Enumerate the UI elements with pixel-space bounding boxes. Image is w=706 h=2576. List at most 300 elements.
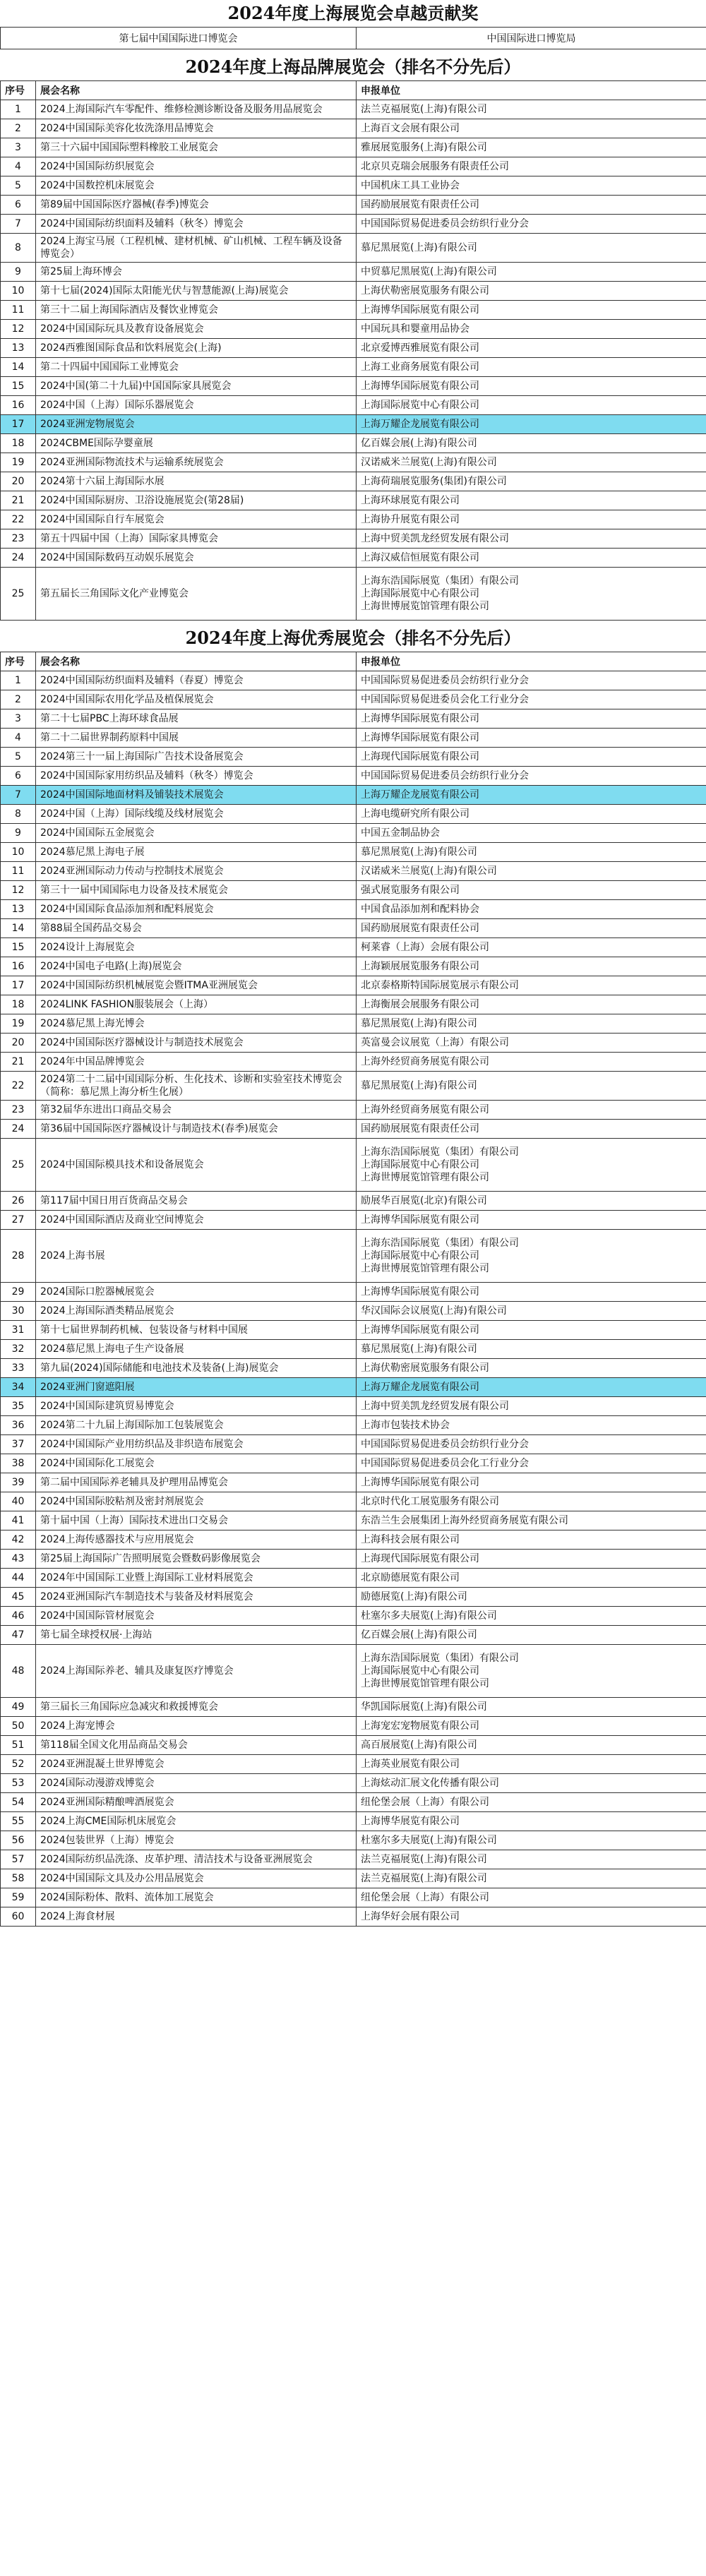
exhibition-name: 2024亚洲国际汽车制造技术与装备及材料展览会 (36, 1588, 357, 1607)
applicant-cell (357, 157, 706, 176)
applicant-name: 上海万耀企龙展览有限公司 (361, 789, 479, 801)
excellent-body (1, 671, 706, 1927)
applicant-name: 上海博华国际展览有限公司 (361, 713, 479, 724)
applicant-cell (357, 215, 706, 234)
applicant-cell (357, 472, 706, 491)
applicant-name: 国药励展展览有限责任公司 (361, 923, 479, 934)
applicant-name: 中贸慕尼黑展览(上海)有限公司 (361, 266, 497, 277)
applicant-cell (357, 119, 706, 138)
exhibition-name: 2024中国国际厨房、卫浴设施展览会(第28届) (36, 491, 357, 510)
row-number: 6 (1, 196, 36, 215)
applicant-cell (357, 1907, 706, 1927)
excellent-title: 2024年度上海优秀展览会（排名不分先后） (185, 628, 521, 648)
row-number: 10 (1, 843, 36, 862)
row-number: 38 (1, 1454, 36, 1473)
table-row (1, 1511, 706, 1530)
applicant-cell (357, 529, 706, 549)
applicant-cell (357, 1416, 706, 1435)
applicant-cell (357, 1717, 706, 1736)
row-number: 44 (1, 1569, 36, 1588)
applicant-cell (357, 1454, 706, 1473)
applicant-cell (357, 900, 706, 919)
exhibition-name: 2024中国国际家用纺织品及辅料（秋冬）博览会 (36, 767, 357, 786)
row-number: 14 (1, 919, 36, 938)
row-number: 50 (1, 1717, 36, 1736)
exhibition-name: 2024CBME国际孕婴童展 (36, 434, 357, 453)
applicant-name: 上海颖展展览服务有限公司 (361, 961, 479, 972)
row-number: 16 (1, 396, 36, 415)
row-number: 43 (1, 1550, 36, 1569)
applicant-cell (357, 1101, 706, 1120)
row-number: 40 (1, 1492, 36, 1511)
table-row (1, 1397, 706, 1416)
applicant-cell (357, 1378, 706, 1397)
applicant-name: 北京贝克瑞会展服务有限责任公司 (361, 161, 509, 172)
table-row (1, 1755, 706, 1774)
exhibition-name: 2024中国国际数码互动娱乐展览会 (36, 549, 357, 568)
exhibition-name: 第117届中国日用百货商品交易会 (36, 1192, 357, 1211)
applicant-name: 上海荷瑞展览服务(集团)有限公司 (361, 476, 507, 487)
row-number: 3 (1, 138, 36, 157)
row-number: 60 (1, 1907, 36, 1927)
applicant-cell (357, 957, 706, 976)
table-row (1, 995, 706, 1014)
applicant-name: 上海国际展览中心有限公司 (361, 1250, 479, 1262)
row-number: 24 (1, 1120, 36, 1139)
applicant-name: 东浩兰生会展集团上海外经贸商务展览有限公司 (361, 1515, 568, 1526)
row-number: 7 (1, 215, 36, 234)
applicant-name: 上海东浩国际展览（集团）有限公司 (361, 1653, 519, 1664)
applicant-name: 上海博华国际展览有限公司 (361, 1477, 479, 1488)
exhibition-name: 2024年中国国际工业暨上海国际工业材料展览会 (36, 1569, 357, 1588)
row-number: 5 (1, 748, 36, 767)
applicant-name: 上海百文会展有限公司 (361, 123, 460, 134)
applicant-cell (357, 1283, 706, 1302)
applicant-name: 慕尼黑展览(上海)有限公司 (361, 1343, 477, 1355)
exhibition-name: 第32届华东进出口商品交易会 (36, 1101, 357, 1120)
applicant-name: 华汉国际会议展览(上海)有限公司 (361, 1305, 507, 1317)
table-row (1, 1850, 706, 1869)
table-row (1, 1550, 706, 1569)
exhibition-name: 2024中国国际玩具及教育设备展览会 (36, 320, 357, 339)
applicant-name: 上海博华国际展览有限公司 (361, 304, 479, 316)
row-number: 21 (1, 1053, 36, 1072)
row-number: 9 (1, 824, 36, 843)
table-row (1, 472, 706, 491)
applicant-name: 上海外经贸商务展览有限公司 (361, 1104, 489, 1115)
applicant-name: 上海东浩国际展览（集团）有限公司 (361, 1146, 519, 1158)
applicant-name: 强式展览服务有限公司 (361, 885, 460, 896)
row-number: 20 (1, 1034, 36, 1053)
row-number: 12 (1, 320, 36, 339)
exhibition-name: 2024中国国际纺织展览会 (36, 157, 357, 176)
exhibition-name: 2024中国国际纺织机械展览会暨ITMA亚洲展览会 (36, 976, 357, 995)
applicant-name: 上海博华国际展览有限公司 (361, 381, 479, 392)
table-row (1, 339, 706, 358)
table-row (1, 1492, 706, 1511)
table-row (1, 862, 706, 881)
row-number: 57 (1, 1850, 36, 1869)
exhibition-name: 2024中国（上海）国际乐器展览会 (36, 396, 357, 415)
table-row (1, 900, 706, 919)
table-row (1, 1626, 706, 1645)
applicant-name: 纽伦堡会展（上海）有限公司 (361, 1892, 489, 1903)
applicant-name: 北京泰格斯特国际展览展示有限公司 (361, 980, 519, 991)
applicant-name: 中国国际贸易促进委员会纺织行业分会 (361, 770, 529, 781)
applicant-name: 上海万耀企龙展览有限公司 (361, 419, 479, 430)
applicant-cell (357, 805, 706, 824)
applicant-cell (357, 1072, 706, 1101)
applicant-cell (357, 1492, 706, 1511)
exhibition-name: 第36届中国国际医疗器械设计与制造技术(春季)展览会 (36, 1120, 357, 1139)
applicant-cell (357, 1192, 706, 1211)
applicant-cell (357, 100, 706, 119)
table-row (1, 215, 706, 234)
table-row (1, 1321, 706, 1340)
exhibition-name: 2024中国数控机床展览会 (36, 176, 357, 196)
exhibition-name: 2024上海宝马展（工程机械、建材机械、矿山机械、工程车辆及设备博览会） (36, 234, 357, 263)
applicant-name: 上海环球展览有限公司 (361, 495, 460, 506)
applicant-cell (357, 1755, 706, 1774)
applicant-cell (357, 1473, 706, 1492)
table-row (1, 1192, 706, 1211)
table-row (1, 1359, 706, 1378)
applicant-cell (357, 1774, 706, 1793)
applicant-cell (357, 1736, 706, 1755)
table-row (1, 491, 706, 510)
table-row (1, 919, 706, 938)
applicant-name: 法兰克福展览(上海)有限公司 (361, 1854, 487, 1865)
header-no: 序号 (1, 652, 36, 671)
applicant-name: 慕尼黑展览(上海)有限公司 (361, 242, 477, 253)
applicant-name: 中国国际贸易促进委员会纺织行业分会 (361, 1439, 529, 1450)
exhibition-name: 第三十六届中国国际塑料橡胶工业展览会 (36, 138, 357, 157)
exhibition-name: 第十七届世界制药机械、包装设备与材料中国展 (36, 1321, 357, 1340)
applicant-name: 上海华好会展有限公司 (361, 1911, 460, 1922)
table-row (1, 138, 706, 157)
table-row (1, 1072, 706, 1101)
applicant-name: 上海国际展览中心有限公司 (361, 1159, 479, 1170)
table-row (1, 1812, 706, 1831)
applicant-name: 上海英业展览有限公司 (361, 1759, 460, 1770)
applicant-cell (357, 824, 706, 843)
table-row (1, 1416, 706, 1435)
row-number: 17 (1, 976, 36, 995)
exhibition-name: 2024亚洲国际物流技术与运输系统展览会 (36, 453, 357, 472)
row-number: 23 (1, 1101, 36, 1120)
applicant-name: 上海市包装技术协会 (361, 1420, 450, 1431)
exhibition-name: 2024第十六届上海国际水展 (36, 472, 357, 491)
exhibition-name: 第三十二届上海国际酒店及餐饮业博览会 (36, 301, 357, 320)
exhibition-name: 2024上海书展 (36, 1230, 357, 1283)
row-number: 32 (1, 1340, 36, 1359)
table-row (1, 1101, 706, 1120)
award-table (0, 27, 706, 49)
applicant-cell (357, 377, 706, 396)
applicant-name: 北京时代化工展览服务有限公司 (361, 1496, 499, 1507)
row-number: 28 (1, 1230, 36, 1283)
table-row (1, 1014, 706, 1034)
row-number: 6 (1, 767, 36, 786)
row-number: 7 (1, 786, 36, 805)
header-applicant: 申报单位 (357, 652, 706, 671)
applicant-name: 上海万耀企龙展览有限公司 (361, 1382, 479, 1393)
row-number: 3 (1, 709, 36, 729)
row-number: 39 (1, 1473, 36, 1492)
applicant-cell (357, 434, 706, 453)
applicant-cell (357, 1340, 706, 1359)
applicant-name: 上海中贸美凯龙经贸发展有限公司 (361, 533, 509, 544)
table-row (1, 119, 706, 138)
header-applicant: 申报单位 (357, 81, 706, 100)
applicant-cell (357, 549, 706, 568)
row-number: 41 (1, 1511, 36, 1530)
applicant-name: 上海伏勒密展览服务有限公司 (361, 285, 489, 296)
applicant-name: 中国玩具和婴童用品协会 (361, 323, 469, 335)
brand-title: 2024年度上海品牌展览会（排名不分先后） (185, 56, 521, 77)
exhibition-name: 第三十一届中国国际电力设备及技术展览会 (36, 881, 357, 900)
exhibition-name: 2024中国国际纺织面料及辅料（春夏）博览会 (36, 671, 357, 690)
applicant-cell (357, 1588, 706, 1607)
table-row (1, 843, 706, 862)
row-number: 55 (1, 1812, 36, 1831)
award-name: 第七届中国国际进口博览会 (1, 28, 357, 49)
row-number: 18 (1, 434, 36, 453)
applicant-name: 上海协升展览有限公司 (361, 514, 460, 525)
applicant-cell (357, 976, 706, 995)
row-number: 10 (1, 282, 36, 301)
exhibition-name: 2024慕尼黑上海电子展 (36, 843, 357, 862)
exhibition-name: 2024中国国际模具技术和设备展览会 (36, 1139, 357, 1192)
exhibition-name: 2024第二十二届中国国际分析、生化技术、诊断和实验室技术博览会（简称：慕尼黑上海分析生化展） (36, 1072, 357, 1101)
applicant-cell (357, 1607, 706, 1626)
row-number: 12 (1, 881, 36, 900)
row-number: 24 (1, 549, 36, 568)
applicant-name: 上海中贸美凯龙经贸发展有限公司 (361, 1401, 509, 1412)
table-row (1, 1340, 706, 1359)
table-row (1, 729, 706, 748)
table-row (1, 1869, 706, 1888)
row-number: 18 (1, 995, 36, 1014)
row-number: 25 (1, 568, 36, 621)
applicant-cell (357, 1359, 706, 1378)
row-number: 52 (1, 1755, 36, 1774)
row-number: 45 (1, 1588, 36, 1607)
applicant-cell (357, 1053, 706, 1072)
excellent-header-row (1, 652, 706, 671)
table-row (1, 1302, 706, 1321)
table-row (1, 1717, 706, 1736)
exhibition-name: 2024中国国际医疗器械设计与制造技术展览会 (36, 1034, 357, 1053)
table-row (1, 976, 706, 995)
row-number: 29 (1, 1283, 36, 1302)
row-number: 20 (1, 472, 36, 491)
exhibition-name: 2024中国国际农用化学品及植保展览会 (36, 690, 357, 709)
applicant-name: 上海博华国际展览有限公司 (361, 1214, 479, 1226)
row-number: 58 (1, 1869, 36, 1888)
exhibition-name: 2024上海CME国际机床展览会 (36, 1812, 357, 1831)
table-row (1, 415, 706, 434)
applicant-name: 上海伏勒密展览服务有限公司 (361, 1362, 489, 1374)
exhibition-name: 第二十二届世界制药原料中国展 (36, 729, 357, 748)
row-number: 13 (1, 900, 36, 919)
table-row (1, 786, 706, 805)
applicant-name: 中国机床工具工业协会 (361, 180, 460, 191)
applicant-name: 上海炫动汇展文化传播有限公司 (361, 1778, 499, 1789)
applicant-cell (357, 671, 706, 690)
applicant-name: 上海科技会展有限公司 (361, 1534, 460, 1545)
table-row (1, 1736, 706, 1755)
applicant-name: 上海电缆研究所有限公司 (361, 808, 469, 820)
applicant-name: 上海国际展览中心有限公司 (361, 1665, 479, 1677)
applicant-cell (357, 1435, 706, 1454)
applicant-cell (357, 1831, 706, 1850)
applicant-cell (357, 491, 706, 510)
applicant-cell (357, 320, 706, 339)
exhibition-name: 2024亚洲混凝土世界博览会 (36, 1755, 357, 1774)
table-row (1, 1645, 706, 1698)
applicant-name: 上海世博展览馆管理有限公司 (361, 601, 489, 612)
applicant-cell (357, 1139, 706, 1192)
table-row (1, 1698, 706, 1717)
table-row (1, 234, 706, 263)
row-number: 54 (1, 1793, 36, 1812)
exhibition-name: 2024中国国际五金展览会 (36, 824, 357, 843)
table-row (1, 767, 706, 786)
applicant-name: 上海博华国际展览有限公司 (361, 1286, 479, 1298)
applicant-cell (357, 1211, 706, 1230)
table-row (1, 1378, 706, 1397)
applicant-cell (357, 1530, 706, 1550)
exhibition-name: 第五十四届中国（上海）国际家具博览会 (36, 529, 357, 549)
row-number: 11 (1, 301, 36, 320)
header-name: 展会名称 (36, 652, 357, 671)
row-number: 22 (1, 510, 36, 529)
applicant-cell (357, 176, 706, 196)
exhibition-name: 2024中国国际纺织面料及辅料（秋冬）博览会 (36, 215, 357, 234)
row-number: 53 (1, 1774, 36, 1793)
applicant-name: 汉诺威米兰展览(上海)有限公司 (361, 457, 497, 468)
table-row (1, 881, 706, 900)
applicant-name: 法兰克福展览(上海)有限公司 (361, 104, 487, 115)
exhibition-name: 2024中国国际地面材料及铺装技术展览会 (36, 786, 357, 805)
applicant-cell (357, 510, 706, 529)
header-name: 展会名称 (36, 81, 357, 100)
applicant-cell (357, 138, 706, 157)
applicant-name: 上海国际展览中心有限公司 (361, 588, 479, 599)
applicant-cell (357, 881, 706, 900)
applicant-cell (357, 263, 706, 282)
exhibition-name: 2024慕尼黑上海电子生产设备展 (36, 1340, 357, 1359)
applicant-cell (357, 415, 706, 434)
exhibition-name: 2024中国国际食品添加剂和配料展览会 (36, 900, 357, 919)
exhibition-name: 第七届全球授权展·上海站 (36, 1626, 357, 1645)
row-number: 33 (1, 1359, 36, 1378)
row-number: 46 (1, 1607, 36, 1626)
applicant-cell (357, 748, 706, 767)
table-row (1, 100, 706, 119)
applicant-name: 华凯国际展览(上海)有限公司 (361, 1701, 487, 1713)
table-row (1, 1473, 706, 1492)
applicant-cell (357, 938, 706, 957)
exhibition-name: 2024亚洲门窗遮阳展 (36, 1378, 357, 1397)
applicant-name: 雅展展览服务(上海)有限公司 (361, 142, 487, 153)
row-number: 1 (1, 671, 36, 690)
table-row (1, 1774, 706, 1793)
exhibition-name: 2024上海国际汽车零配件、维修检测诊断设备及服务用品展览会 (36, 100, 357, 119)
table-row (1, 358, 706, 377)
row-number: 56 (1, 1831, 36, 1850)
applicant-name: 上海汉威信恒展览有限公司 (361, 552, 479, 563)
exhibition-name: 2024中国电子电路(上海)展览会 (36, 957, 357, 976)
row-number: 49 (1, 1698, 36, 1717)
row-number: 19 (1, 453, 36, 472)
applicant-name: 法兰克福展览(上海)有限公司 (361, 1873, 487, 1884)
exhibition-name: 第二十四届中国国际工业博览会 (36, 358, 357, 377)
exhibition-name: 2024亚洲国际精酿啤酒展览会 (36, 1793, 357, 1812)
applicant-name: 高百展展览(上海)有限公司 (361, 1739, 477, 1751)
row-number: 1 (1, 100, 36, 119)
applicant-name: 国药励展展览有限责任公司 (361, 199, 479, 210)
exhibition-name: 第十七届(2024)国际太阳能光伏与智慧能源(上海)展览会 (36, 282, 357, 301)
row-number: 51 (1, 1736, 36, 1755)
exhibition-name: 2024包装世界（上海）博览会 (36, 1831, 357, 1850)
applicant-cell (357, 282, 706, 301)
table-row (1, 196, 706, 215)
table-row (1, 805, 706, 824)
exhibition-name: 2024第三十一届上海国际广告技术设备展览会 (36, 748, 357, 767)
exhibition-name: 2024中国国际文具及办公用品展览会 (36, 1869, 357, 1888)
exhibition-name: 2024中国国际建筑贸易博览会 (36, 1397, 357, 1416)
applicant-name: 上海世博展览馆管理有限公司 (361, 1263, 489, 1274)
table-row (1, 263, 706, 282)
applicant-cell (357, 1645, 706, 1698)
exhibition-name: 2024上海传感器技术与应用展览会 (36, 1530, 357, 1550)
table-row (1, 377, 706, 396)
applicant-name: 上海现代国际展览有限公司 (361, 751, 479, 762)
exhibition-name: 2024LINK FASHION服装展会（上海） (36, 995, 357, 1014)
applicant-cell (357, 234, 706, 263)
row-number: 25 (1, 1139, 36, 1192)
applicant-cell (357, 767, 706, 786)
table-row (1, 1888, 706, 1907)
row-number: 2 (1, 119, 36, 138)
row-number: 8 (1, 234, 36, 263)
applicant-name: 上海博华展览有限公司 (361, 1816, 460, 1827)
row-number: 30 (1, 1302, 36, 1321)
applicant-name: 上海工业商务展览有限公司 (361, 361, 479, 373)
row-number: 11 (1, 862, 36, 881)
applicant-cell (357, 843, 706, 862)
applicant-cell (357, 1321, 706, 1340)
table-row (1, 282, 706, 301)
exhibition-name: 2024国际粉体、散料、流体加工展览会 (36, 1888, 357, 1907)
exhibition-name: 2024国际口腔器械展览会 (36, 1283, 357, 1302)
exhibition-name: 2024上海食材展 (36, 1907, 357, 1927)
exhibition-name: 2024中国(第二十九届)中国国际家具展览会 (36, 377, 357, 396)
table-row (1, 671, 706, 690)
row-number: 35 (1, 1397, 36, 1416)
applicant-name: 上海博华国际展览有限公司 (361, 1324, 479, 1336)
row-number: 31 (1, 1321, 36, 1340)
award-applicant: 中国国际进口博览局 (357, 28, 706, 49)
applicant-cell (357, 1869, 706, 1888)
table-row (1, 1793, 706, 1812)
table-row (1, 510, 706, 529)
exhibition-name: 2024中国（上海）国际线缆及线材展览会 (36, 805, 357, 824)
table-row (1, 396, 706, 415)
applicant-cell (357, 1397, 706, 1416)
